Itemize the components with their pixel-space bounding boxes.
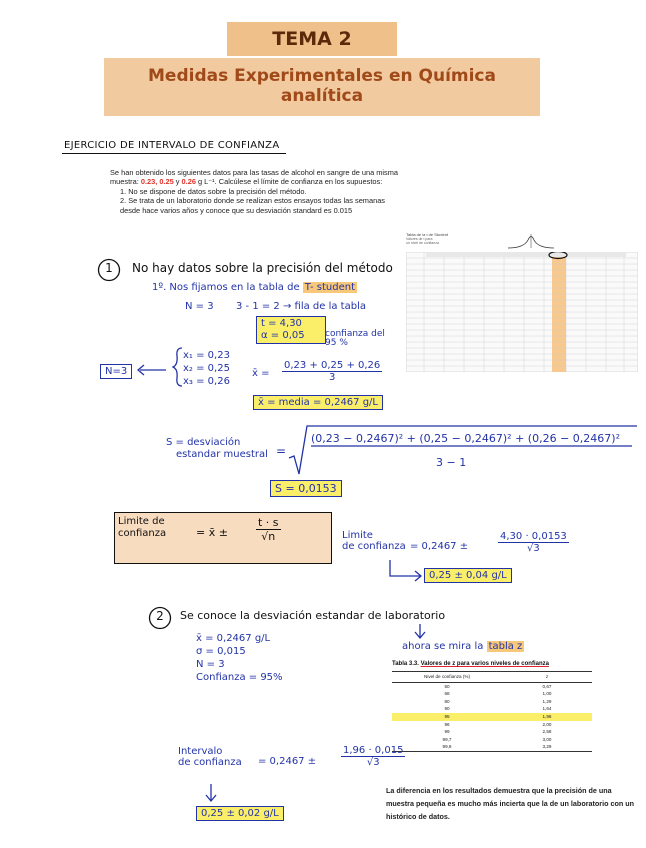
part2-result: 0,25 ± 0,02 g/L [196,806,284,821]
formula-label-2: confianza [118,528,167,539]
mean-numerator: 0,23 + 0,25 + 0,26 [284,360,381,371]
part1-step1-highlight: T- student [304,282,356,293]
t-student-table [406,232,638,372]
formula-denominator: √n [261,530,276,543]
problem-statement [110,168,406,215]
ztable-title-prefix: Tabla 3.3. [392,661,419,667]
ztable-cell: 1,96 [542,713,552,719]
formula-label [118,516,166,540]
x-values [183,349,230,388]
interval-denominator: √3 [366,757,380,768]
x3-value: x₃ = 0,26 [183,376,230,387]
conclusion: La diferencia en los resultados demuestra que la precisión de una muestra pequeña es mucho más incierta que la de un laboratorio con un histórico de datos. [386,786,635,821]
mean-denominator: 3 [328,372,336,383]
limit-eq: = 0,2467 ± [410,541,469,552]
bell-curve-icon [506,232,556,250]
mean-fraction [282,360,382,383]
limit-result: 0,25 ± 0,04 g/L [424,568,512,583]
problem-item-2: 2. Se trata de un laboratorio donde se realizan estos ensayos todas las semanas desde hace varios años y conoce que su desviación standard es 0.015 [120,196,385,215]
s-equals: = [276,444,287,458]
alpha-value: α = 0,05 [261,330,305,341]
problem-values: 0.23, 0.25 [140,177,174,187]
ztable-row [392,721,592,729]
ztable-row-highlighted [392,713,592,721]
section-title: EJERCICIO DE INTERVALO DE CONFIANZA [64,140,280,151]
ztable-cell: 1,29 [542,698,552,704]
ztable-row [392,728,592,736]
formula-label-1: Limite de [118,516,165,527]
part2-n: N = 3 [196,659,225,670]
ztable-row [392,743,592,751]
problem-item-1: 1. No se dispone de datos sobre la precisión del método. [120,186,307,196]
ztable-header-row [392,672,592,683]
part2-note [402,641,524,652]
ztable-cell: 96 [444,721,450,727]
ztable-cell: 2,58 [542,729,552,735]
ztable-cell: 68 [444,691,450,697]
ztable-cell: 50 [444,683,450,689]
problem-last-value: 0.26 [181,177,196,187]
s-label [166,437,268,461]
ttable-caption-2: un nivel de confianza [406,241,439,245]
interval-eq: = 0,2467 ± [258,756,317,767]
part2-mean: x̄ = 0,2467 g/L [196,633,271,644]
formula-fraction [256,516,281,543]
ztable-grid [392,671,592,752]
s-denominator: 3 − 1 [436,456,467,469]
ttable-grid [406,252,638,372]
part1-dof: 3 - 1 = 2 → fila de la tabla [236,301,366,312]
ztable-cell: 95 [444,713,450,719]
s-result: S = 0,0153 [270,480,342,497]
n-box: N=3 [100,364,132,379]
problem-and: y [175,177,180,187]
s-numerator: (0,23 − 0,2467)² + (0,25 − 0,2467)² + (0,26 − 0,2467)² [311,432,620,445]
ztable-row [392,682,592,690]
part2-conf: Confianza = 95% [196,672,283,683]
part1-number: 1 [105,261,113,275]
ztable-cell: 80 [444,698,450,704]
part2-sigma: σ = 0,015 [196,646,246,657]
part2-givens [196,632,283,684]
ztable-cell: 2,00 [542,721,552,727]
part2-heading: Se conoce la desviación estandar de laboratorio [180,609,446,622]
s-label-1: S = desviación [166,437,241,448]
ttable-caption-1: Valores de t para [406,237,433,241]
confianza-note: confianza del 95 % [325,329,385,348]
arrow-left-icon [136,362,168,378]
part1-step1-prefix: 1º. Nos fijamos en la tabla de [152,282,300,293]
interval-label [178,746,242,768]
subtitle-line-2: analítica [280,86,364,106]
subtitle-line-1: Medidas Experimentales en Química [148,66,496,86]
arrow-down-2-icon [204,784,218,804]
part2-note-prefix: ahora se mira la [402,641,484,652]
z-table [392,660,597,770]
page-title: TEMA 2 [227,22,397,56]
ztable-cell: 99,7 [442,736,452,742]
ztable-cell: 3,00 [542,736,552,742]
ztable-cell: 99,9 [442,744,452,750]
mean-result: x̄ = media = 0,2467 g/L [253,395,383,410]
arrow-down-right-icon [386,560,426,584]
t-value: t = 4,30 [261,318,302,329]
x2-value: x₂ = 0,25 [183,363,230,374]
page-subtitle [104,58,540,116]
interval-fraction [341,745,405,768]
x1-value: x₁ = 0,23 [183,350,230,361]
ztable-col-2: z [545,674,549,679]
limit-numerator: 4,30 · 0,0153 [500,531,567,542]
ztable-cell: 90 [444,706,450,712]
interval-label-1: Intervalo [178,746,223,757]
part2-number: 2 [156,609,164,623]
formula-rhs: = x̄ ± [196,526,228,539]
interval-numerator: 1,96 · 0,015 [343,745,404,756]
problem-units: g L⁻¹. Calcúlese el límite de confianza en los supuestos: [198,177,383,187]
problem-intro: Se han obtenido los siguientes datos para las tasas de alcohol en sangre de una misma muestra: [110,168,399,187]
ztable-cell: 1,64 [542,706,552,712]
ztable-row [392,736,592,744]
ztable-cell: 1,00 [542,691,552,697]
ztable-title [392,660,597,668]
arrow-down-icon [413,624,427,640]
ztable-row [392,690,592,698]
mean-lhs: x̄ = [252,368,270,379]
t-alpha-box [256,316,326,344]
ztable-cell: 0,67 [542,683,552,689]
limit-denominator: √3 [527,543,540,554]
part1-heading: No hay datos sobre la precisión del método [132,261,393,275]
ztable-title-text: Valores de z para varios niveles de confianza [420,661,549,667]
ztable-cell: 99 [444,729,450,735]
part1-n: N = 3 [185,301,214,312]
limit-label [342,530,406,552]
limit-fraction [498,531,569,554]
limit-label-2: de confianza [342,541,406,552]
ztable-col-1: Nivel de confianza (%) [424,674,470,679]
part2-note-highlight: tabla z [488,641,523,652]
limit-label-1: Limite [342,530,373,541]
formula-numerator: t · s [258,516,279,529]
ttable-title: Tabla de la t de Student [406,232,449,237]
ztable-row [392,705,592,713]
ztable-row [392,698,592,706]
s-label-2: estandar muestral [176,449,268,460]
interval-label-2: de confianza [178,757,242,768]
part1-step1 [152,282,357,293]
ztable-cell: 3,29 [542,744,552,750]
section-underline [62,153,286,154]
